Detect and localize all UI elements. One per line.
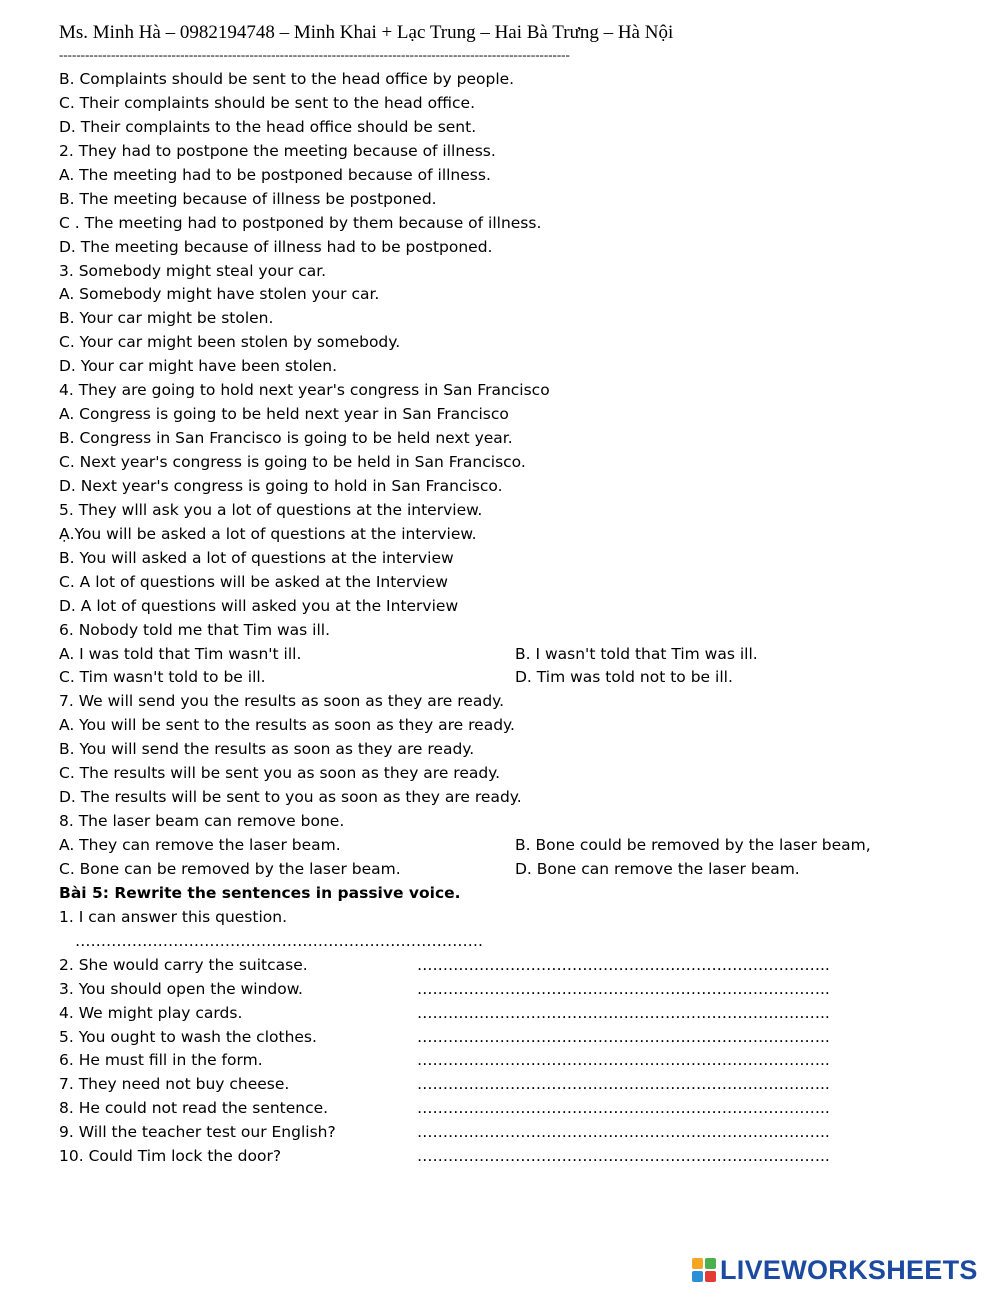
rewrite-question: 1. I can answer this question. xyxy=(59,907,287,926)
rewrite-question: 9. Will the teacher test our English? xyxy=(59,1123,336,1142)
answer-blank[interactable]: …………………………………………………………………….. xyxy=(417,979,830,998)
option-row xyxy=(59,858,959,882)
option-row xyxy=(59,643,959,667)
logo-mark-cell xyxy=(692,1258,703,1269)
question-prompt: 2. They had to postpone the meeting because of illness. xyxy=(59,141,496,160)
answer-blank[interactable]: …………………………………………………………………….. xyxy=(417,1003,830,1022)
option-line: D. Next year's congress is going to hold in San Francisco. xyxy=(59,476,503,495)
option-line: D. Your car might have been stolen. xyxy=(59,357,338,376)
page-header: Ms. Minh Hà – 0982194748 – Minh Khai + Lạc Trung – Hai Bà Trưng – Hà Nội xyxy=(59,22,674,43)
question-prompt: 3. Somebody might steal your car. xyxy=(59,261,327,280)
question-prompt: 5. They wlll ask you a lot of questions at the interview. xyxy=(59,500,483,519)
option-row xyxy=(59,834,959,858)
option-b: B. I wasn't told that Tim was ill. xyxy=(515,644,758,663)
logo-mark-cell xyxy=(692,1271,703,1282)
option-line: B. You will send the results as soon as they are ready. xyxy=(59,740,475,759)
option-c: C. Tim wasn't told to be ill. xyxy=(59,668,266,687)
rewrite-row xyxy=(59,1002,959,1026)
option-line: B. The meeting because of illness be postponed. xyxy=(59,189,437,208)
option-d: D. Bone can remove the laser beam. xyxy=(515,859,800,878)
liveworksheets-logo-icon xyxy=(692,1258,716,1282)
option-a: A. I was told that Tim wasn't ill. xyxy=(59,644,302,663)
rewrite-row xyxy=(59,978,959,1002)
section-heading: Bài 5: Rewrite the sentences in passive voice. xyxy=(59,883,461,902)
option-line: Ạ.You will be asked a lot of questions at the interview. xyxy=(59,524,477,543)
question-prompt: 8. The laser beam can remove bone. xyxy=(59,812,345,831)
rewrite-row xyxy=(59,1026,959,1050)
liveworksheets-logo[interactable] xyxy=(692,1255,978,1285)
answer-blank[interactable]: ……………………………………………………………………. xyxy=(75,931,483,950)
option-line: D. The results will be sent to you as soon as they are ready. xyxy=(59,788,522,807)
option-line: C. A lot of questions will be asked at the Interview xyxy=(59,572,448,591)
answer-blank[interactable]: …………………………………………………………………….. xyxy=(417,1147,830,1166)
option-line: B. Congress in San Francisco is going to be held next year. xyxy=(59,429,513,448)
logo-mark-cell xyxy=(705,1271,716,1282)
option-c: C. Bone can be removed by the laser beam. xyxy=(59,859,401,878)
option-line: A. You will be sent to the results as soon as they are ready. xyxy=(59,716,515,735)
option-line: C. Their complaints should be sent to the head office. xyxy=(59,93,476,112)
rewrite-question: 6. He must fill in the form. xyxy=(59,1051,263,1070)
option-line: B. You will asked a lot of questions at the interview xyxy=(59,548,454,567)
answer-blank[interactable]: …………………………………………………………………….. xyxy=(417,1123,830,1142)
option-row xyxy=(59,666,959,690)
rewrite-row xyxy=(59,1073,959,1097)
option-d: D. Tim was told not to be ill. xyxy=(515,668,733,687)
option-line: D. Their complaints to the head office should be sent. xyxy=(59,117,477,136)
answer-blank[interactable]: …………………………………………………………………….. xyxy=(417,1075,830,1094)
question-prompt: 6. Nobody told me that Tim was ill. xyxy=(59,620,331,639)
rewrite-question: 8. He could not read the sentence. xyxy=(59,1099,329,1118)
liveworksheets-logo-text: LIVEWORKSHEETS xyxy=(720,1254,978,1285)
worksheet-content xyxy=(59,68,959,1169)
rewrite-question: 2. She would carry the suitcase. xyxy=(59,955,308,974)
option-line: D. The meeting because of illness had to be postponed. xyxy=(59,237,493,256)
rewrite-question: 7. They need not buy cheese. xyxy=(59,1075,290,1094)
rewrite-row xyxy=(59,1049,959,1073)
question-prompt: 7. We will send you the results as soon as they are ready. xyxy=(59,692,505,711)
answer-blank[interactable]: …………………………………………………………………….. xyxy=(417,955,830,974)
rewrite-row xyxy=(59,1121,959,1145)
option-line: C. Your car might been stolen by somebody. xyxy=(59,333,401,352)
rewrite-question: 3. You should open the window. xyxy=(59,979,303,998)
option-line: B. Complaints should be sent to the head office by people. xyxy=(59,70,515,88)
option-line: B. Your car might be stolen. xyxy=(59,309,274,328)
rewrite-row xyxy=(59,954,959,978)
rewrite-row xyxy=(59,1145,959,1169)
rewrite-row xyxy=(59,1097,959,1121)
rewrite-question: 5. You ought to wash the clothes. xyxy=(59,1027,317,1046)
question-prompt: 4. They are going to hold next year's congress in San Francisco xyxy=(59,381,550,400)
logo-mark-cell xyxy=(705,1258,716,1269)
option-b: B. Bone could be removed by the laser beam, xyxy=(515,836,871,854)
answer-blank[interactable]: …………………………………………………………………….. xyxy=(417,1099,830,1118)
option-line: A. Congress is going to be held next year in San Francisco xyxy=(59,405,509,424)
option-line: A. Somebody might have stolen your car. xyxy=(59,285,380,304)
option-a: A. They can remove the laser beam. xyxy=(59,836,341,854)
option-line: A. The meeting had to be postponed because of illness. xyxy=(59,165,491,184)
option-line: C. Next year's congress is going to be held in San Francisco. xyxy=(59,453,526,471)
answer-blank[interactable]: …………………………………………………………………….. xyxy=(417,1027,830,1046)
option-line: C. The results will be sent you as soon as they are ready. xyxy=(59,764,501,783)
option-line: D. A lot of questions will asked you at the Interview xyxy=(59,596,459,615)
rewrite-question: 4. We might play cards. xyxy=(59,1003,243,1022)
option-line: C . The meeting had to postponed by them because of illness. xyxy=(59,213,542,232)
rewrite-question: 10. Could Tim lock the door? xyxy=(59,1147,282,1166)
header-divider: ---------------------------------------------------------------------------------------------------------------------- xyxy=(59,47,570,62)
answer-blank[interactable]: …………………………………………………………………….. xyxy=(417,1051,830,1070)
